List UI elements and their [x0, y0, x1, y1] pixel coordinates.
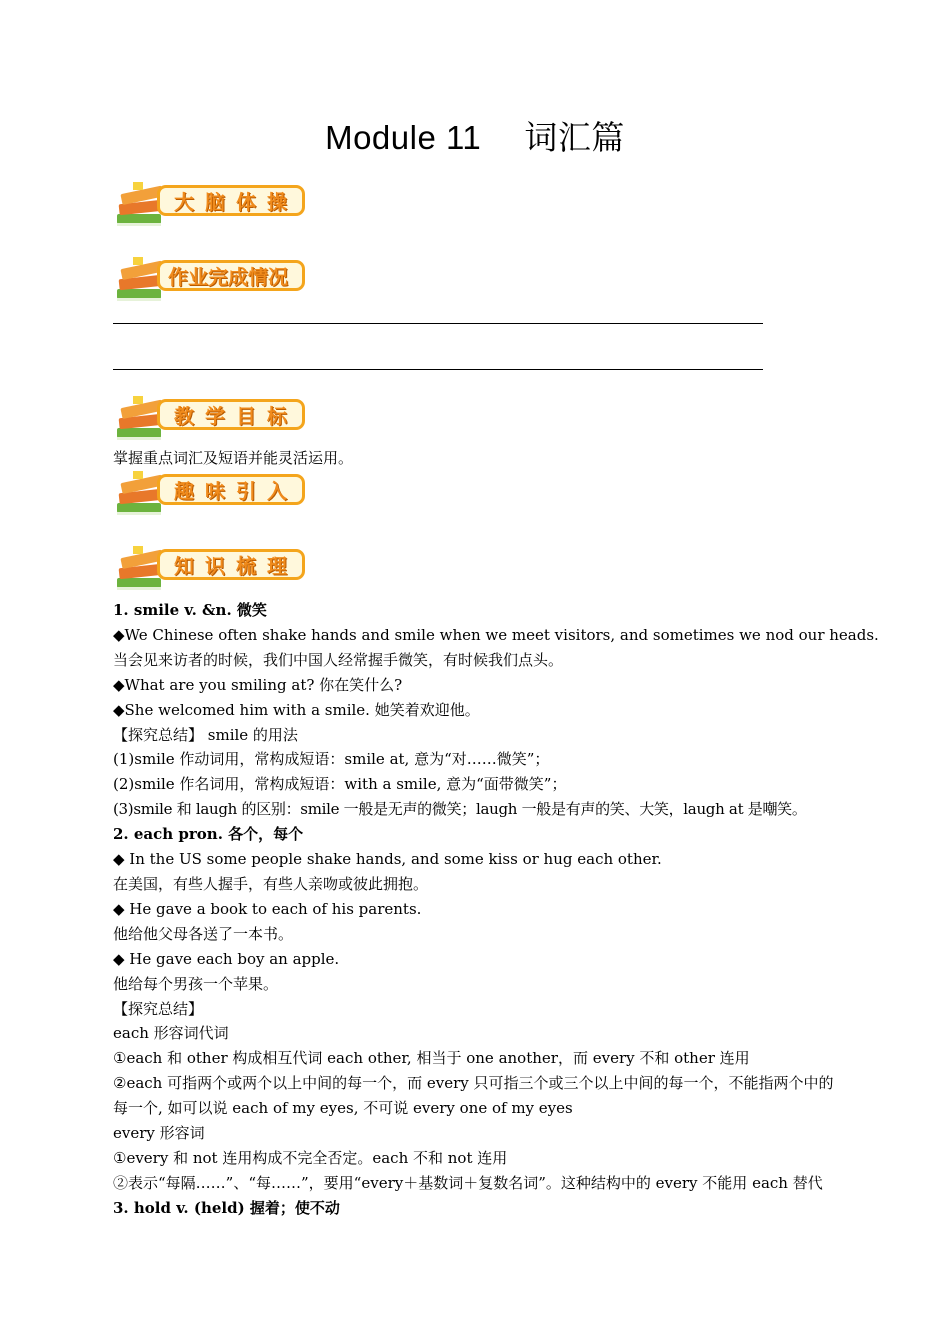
summary-point: ①every 和 not 连用构成不完全否定。each 不和 not 连用: [113, 1148, 508, 1167]
summary-point: ②each 可指两个或两个以上中间的每一个，而 every 只可指三个或三个以上中间的每一个，不能指两个中的每一个, 如可以说 each of my eyes, 不可说 every one of my eyes: [113, 1074, 834, 1118]
summary-point: (3)smile 和 laugh 的区别：smile 一般是无声的微笑；laugh 一般是有声的笑、大笑，laugh at 是嘲笑。: [113, 800, 807, 819]
example-sentence: ◆ In the US some people shake hands, and some kiss or hug each other.: [113, 850, 662, 869]
section-badge-knowledge-review: [113, 544, 313, 594]
summary-point: ①each 和 other 构成相互代词 each other, 相当于 one another，而 every 不和 other 连用: [113, 1049, 750, 1068]
summary-subheading: each 形容词代词: [113, 1024, 229, 1043]
summary-subheading: every 形容词: [113, 1124, 205, 1143]
summary-point: (1)smile 作动词用，常构成短语：smile at, 意为“对……微笑”；: [113, 750, 550, 769]
example-sentence: ◆ He gave each boy an apple.: [113, 949, 340, 968]
vocab-heading-smile: 1. smile v. &n. 微笑: [113, 601, 267, 619]
summary-heading: 【探究总结】: [113, 999, 204, 1018]
badge-label: 作业完成情况: [168, 265, 288, 289]
translation: 他给他父母各送了一本书。: [113, 924, 294, 943]
section-badge-brain-exercise: [113, 180, 313, 230]
knowledge-content: [113, 598, 879, 1221]
vocab-heading-hold: 3. hold v. (held) 握着；使不动: [113, 1198, 340, 1217]
answer-line: [113, 369, 763, 370]
badge-label: 教学目标: [174, 404, 298, 428]
badge-label: 知识梳理: [174, 554, 298, 578]
translation: 在美国，有些人握手，有些人亲吻或彼此拥抱。: [113, 874, 429, 893]
summary-heading: 【探究总结】 smile 的用法: [113, 725, 298, 744]
translation: 他给每个男孩一个苹果。: [113, 974, 279, 993]
answer-line: [113, 323, 763, 324]
example-sentence: ◆She welcomed him with a smile. 她笑着欢迎他。: [113, 700, 480, 719]
page-title: Module 11 词汇篇: [325, 119, 625, 156]
badge-label: 趣味引入: [174, 479, 298, 503]
teaching-goal-text: 掌握重点词汇及短语并能灵活运用。: [113, 449, 354, 467]
section-badge-teaching-goal: [113, 394, 313, 444]
summary-point: (2)smile 作名词用，常构成短语：with a smile, 意为“面带微笑”；: [113, 775, 567, 794]
section-badge-fun-intro: [113, 469, 313, 519]
vocab-heading-each: 2. each pron. 各个，每个: [113, 825, 304, 844]
translation: 当会见来访者的时候，我们中国人经常握手微笑，有时候我们点头。: [113, 650, 564, 669]
summary-point: ②表示“每隔……”、“每……”，要用“every＋基数词＋复数名词”。这种结构中的 every 不能用 each 替代: [113, 1173, 823, 1192]
example-sentence: ◆ He gave a book to each of his parents.: [113, 899, 422, 918]
badge-label: 大脑体操: [174, 190, 298, 214]
section-badge-homework-status: [113, 255, 313, 305]
example-sentence: ◆What are you smiling at? 你在笑什么?: [113, 675, 403, 694]
example-sentence: ◆We Chinese often shake hands and smile when we meet visitors, and sometimes we nod our heads.: [113, 625, 879, 644]
